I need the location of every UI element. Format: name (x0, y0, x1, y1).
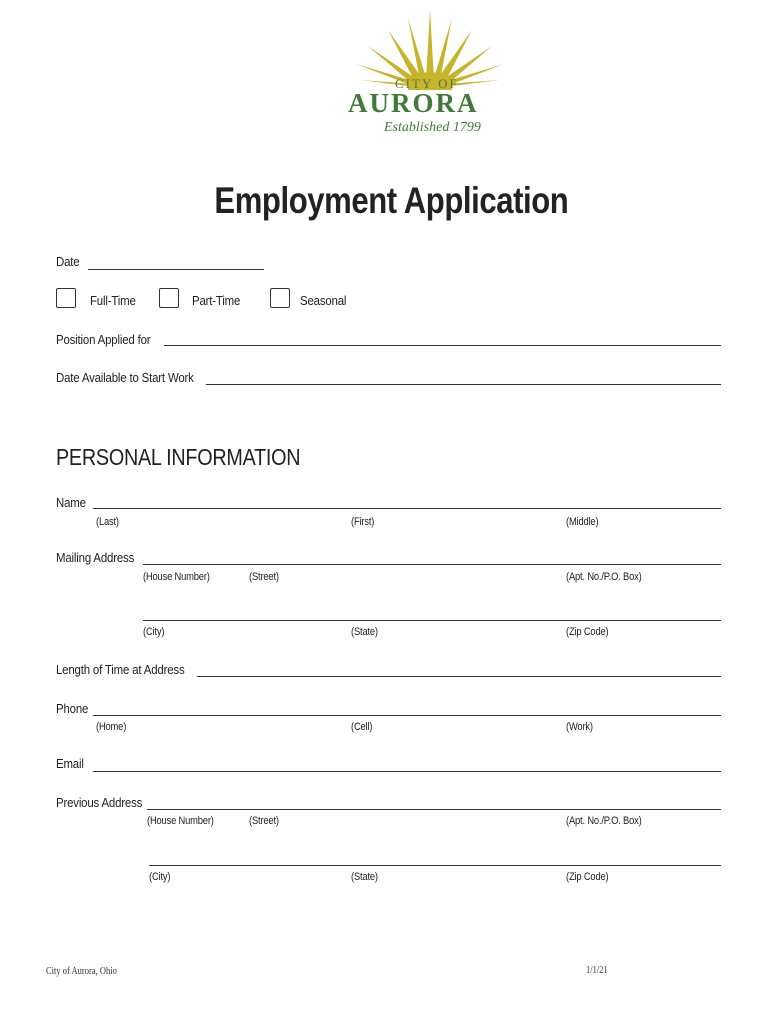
part-time-label: Part-Time (192, 293, 241, 308)
footer-left: City of Aurora, Ohio (46, 966, 117, 977)
name-field[interactable] (93, 508, 721, 509)
logo-city-of: CITY OF (395, 76, 459, 91)
email-label: Email (56, 756, 84, 771)
phone-work-hint: (Work) (566, 721, 593, 733)
full-time-label: Full-Time (90, 293, 136, 308)
previous-label: Previous Address (56, 795, 143, 810)
name-label: Name (56, 495, 86, 510)
mailing-city-hint: (City) (143, 626, 165, 638)
part-time-checkbox[interactable] (159, 288, 179, 308)
seasonal-checkbox[interactable] (270, 288, 290, 308)
length-field[interactable] (197, 676, 721, 677)
position-label: Position Applied for (56, 332, 151, 347)
previous-field[interactable] (147, 809, 721, 810)
available-field[interactable] (206, 384, 721, 385)
mailing-field[interactable] (143, 564, 721, 565)
phone-cell-hint: (Cell) (351, 721, 373, 733)
email-field[interactable] (93, 771, 721, 772)
name-middle-hint: (Middle) (566, 516, 599, 528)
previous-city-field[interactable] (149, 865, 721, 866)
section-heading: PERSONAL INFORMATION (56, 444, 301, 470)
date-field[interactable] (88, 269, 264, 270)
full-time-checkbox[interactable] (56, 288, 76, 308)
previous-street-hint: (Street) (249, 815, 279, 827)
previous-state-hint: (State) (351, 871, 378, 883)
length-label: Length of Time at Address (56, 662, 185, 677)
name-first-hint: (First) (351, 516, 375, 528)
phone-field[interactable] (93, 715, 721, 716)
logo-established: Established 1799 (384, 120, 481, 135)
previous-house-hint: (House Number) (147, 815, 214, 827)
name-last-hint: (Last) (96, 516, 119, 528)
date-label: Date (56, 254, 80, 269)
previous-city-hint: (City) (149, 871, 171, 883)
seasonal-label: Seasonal (300, 293, 347, 308)
mailing-zip-hint: (Zip Code) (566, 626, 609, 638)
available-label: Date Available to Start Work (56, 370, 194, 385)
previous-apt-hint: (Apt. No./P.O. Box) (566, 815, 642, 827)
mailing-label: Mailing Address (56, 550, 135, 565)
page-title: Employment Application (214, 180, 569, 221)
mailing-state-hint: (State) (351, 626, 378, 638)
mailing-street-hint: (Street) (249, 571, 279, 583)
mailing-house-hint: (House Number) (143, 571, 210, 583)
logo-aurora: AURORA (348, 88, 479, 118)
mailing-apt-hint: (Apt. No./P.O. Box) (566, 571, 642, 583)
mailing-city-field[interactable] (143, 620, 721, 621)
city-logo (330, 10, 530, 135)
phone-label: Phone (56, 701, 89, 716)
previous-zip-hint: (Zip Code) (566, 871, 609, 883)
position-field[interactable] (164, 345, 721, 346)
phone-home-hint: (Home) (96, 721, 127, 733)
footer-date: 1/1/21 (586, 965, 608, 976)
